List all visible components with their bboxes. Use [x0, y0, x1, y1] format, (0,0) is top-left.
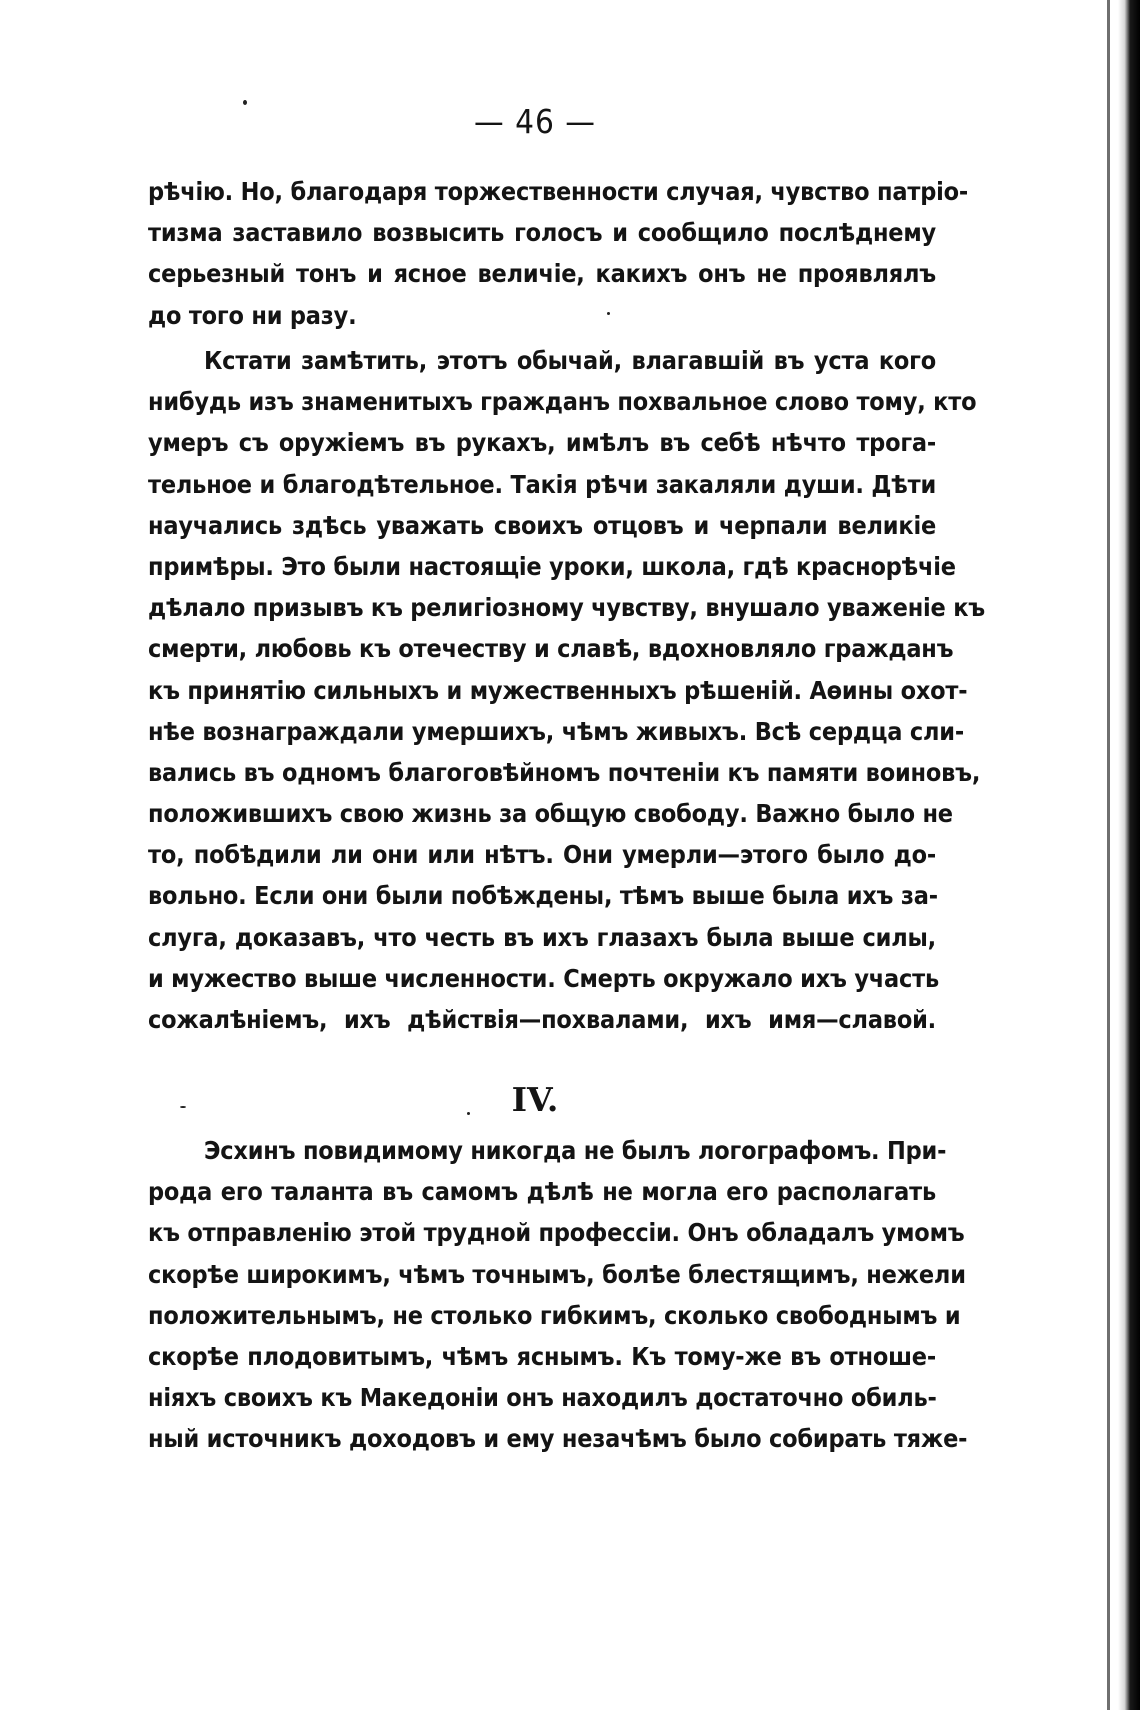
binding-edge [1118, 0, 1140, 1710]
paragraph-3 [148, 1130, 968, 1460]
text-line: нибудь изъ знаменитыхъ гражданъ похвальное слово тому, кто [148, 387, 977, 417]
text-line: слуга, доказавъ, что честь въ ихъ глазахъ была выше силы, [148, 922, 936, 952]
section-heading: IV. [511, 1080, 559, 1119]
binding-line [1107, 0, 1110, 1710]
text-line: къ отправленiю этой трудной профессiи. Онъ обладалъ умомъ [148, 1218, 965, 1248]
text-line: Кстати замѣтить, этотъ обычай, влагавшiй въ уста кого [204, 346, 936, 375]
text-line: къ принятiю сильныхъ и мужественныхъ рѣшенiй. Аѳины охот- [148, 675, 968, 705]
text-line: вались въ одномъ благоговѣйномъ почтенiи къ памяти воиновъ, [148, 757, 981, 787]
paragraph-1 [148, 171, 968, 336]
text-line: вольно. Если они были побѣждены, тѣмъ выше была ихъ за- [148, 881, 938, 911]
text-line: скорѣе широкимъ, чѣмъ точнымъ, болѣе блестящимъ, нежели [148, 1259, 966, 1289]
page-number: — 46 — [473, 102, 596, 141]
text-line: сожалѣнiемъ, ихъ дѣйствiя—похвалами, ихъ имя—славой. [148, 1005, 936, 1034]
text-line: рода его таланта въ самомъ дѣлѣ не могла его располагать [148, 1177, 936, 1207]
text-line: дѣлало призывъ къ религiозному чувству, внушало уваженiе къ [148, 593, 985, 623]
text-line: тизма заставило возвысить голосъ и сообщило послѣднему [148, 218, 936, 248]
text-line: Эсхинъ повидимому никогда не былъ логографомъ. При- [204, 1136, 947, 1165]
text-line: нѣе вознаграждали умершихъ, чѣмъ живыхъ. Всѣ сердца сли- [148, 716, 964, 746]
text-line: положившихъ свою жизнь за общую свободу. Важно было не [148, 799, 953, 829]
text-line: смерти, любовь къ отечеству и славѣ, вдохновляло гражданъ [148, 634, 954, 664]
text-line: до того ни разу. [148, 300, 357, 330]
text-line: скорѣе плодовитымъ, чѣмъ яснымъ. Къ тому-же въ отноше- [148, 1341, 936, 1371]
text-line: серьезный тонъ и ясное величiе, какихъ онъ не проявлялъ [148, 259, 936, 289]
text-line: умеръ съ оружiемъ въ рукахъ, имѣлъ въ себѣ нѣчто трога- [148, 428, 936, 458]
text-line: нiяхъ своихъ къ Македонiи онъ находилъ достаточно обиль- [148, 1383, 937, 1413]
text-line: тельное и благодѣтельное. Такiя рѣчи закаляли души. Дѣти [148, 469, 936, 499]
text-line: ный источникъ доходовъ и ему незачѣмъ было собирать тяже- [148, 1424, 968, 1454]
paragraph-2 [148, 340, 985, 1040]
text-line: то, побѣдили ли они или нѣтъ. Они умерли—этого было до- [148, 840, 936, 870]
text-line: рѣчiю. Но, благодаря торжественности случая, чувство патрiо- [148, 177, 968, 206]
text-line: научались здѣсь уважать своихъ отцовъ и черпали великiе [148, 510, 936, 540]
text-line: положительнымъ, не столько гибкимъ, сколько свободнымъ и [148, 1300, 961, 1330]
text-line: примѣры. Это были настоящiе уроки, школа, гдѣ краснорѣчiе [148, 551, 956, 581]
text-line: и мужество выше численности. Смерть окружало ихъ участь [148, 963, 939, 993]
